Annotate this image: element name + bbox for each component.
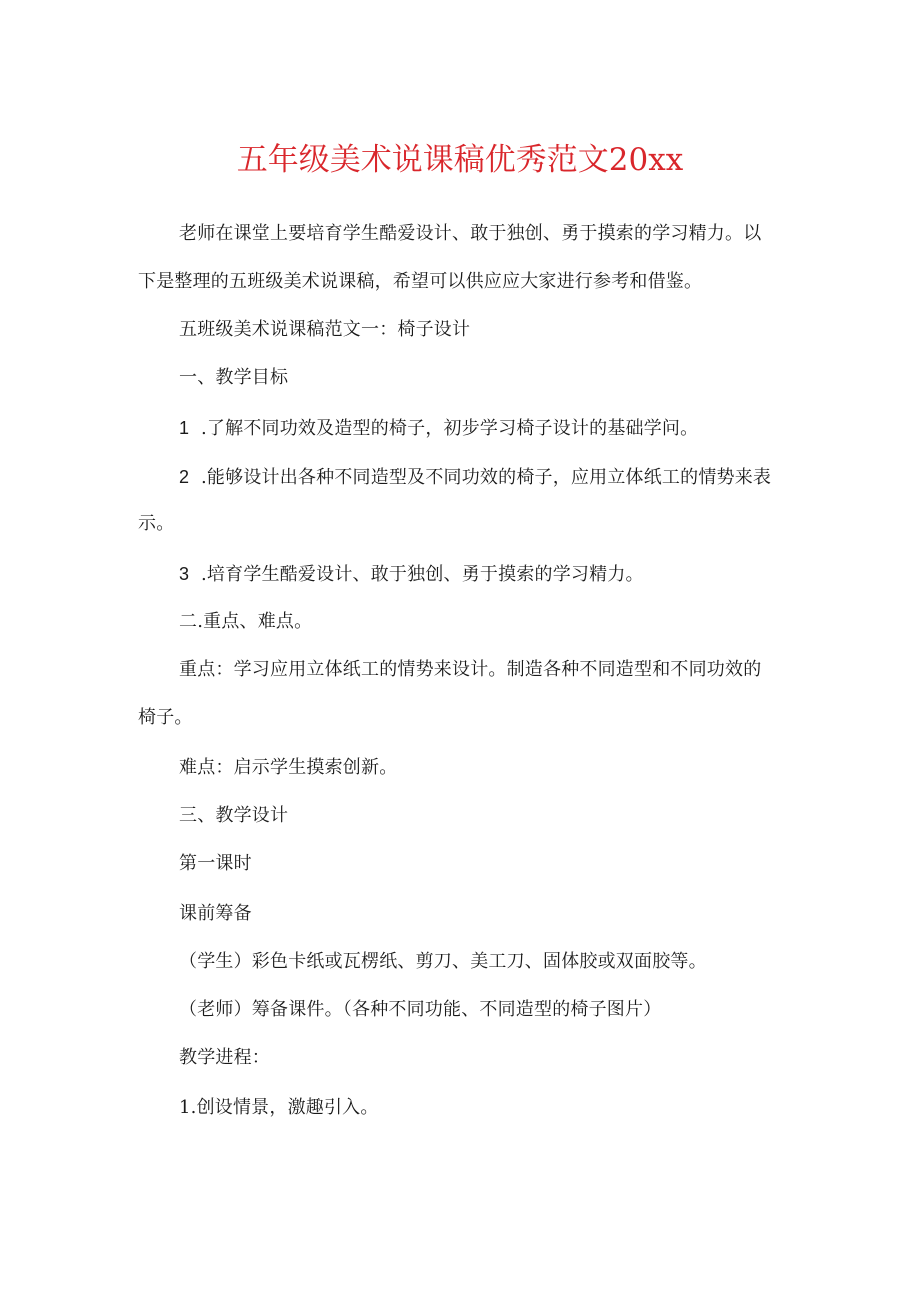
intro-paragraph-line-1: 老师在课堂上要培育学生酷爱设计、敢于独创、勇于摸索的学习精力。以 — [179, 223, 762, 244]
process-step-1: 1.创设情景，激趣引入。 — [179, 1097, 379, 1118]
goal-item-3 — [138, 550, 827, 599]
goal-text-1: .了解不同功效及造型的椅子，初步学习椅子设计的基础学问。 — [201, 418, 699, 439]
section-title: 五班级美术说课稿范文一：椅子设计 — [179, 319, 471, 340]
goal-item-2 — [138, 453, 827, 502]
goal-number-3: 3 — [179, 564, 190, 584]
goal-item-1 — [138, 404, 827, 453]
student-preparation: （学生）彩色卡纸或瓦楞纸、剪刀、美工刀、固体胶或双面胶等。 — [179, 951, 707, 972]
goal-text-3: .培育学生酷爱设计、敢于独创、勇于摸索的学习精力。 — [201, 564, 644, 585]
goal-item-2-continued: 示。 — [138, 513, 175, 534]
goal-number-2: 2 — [179, 467, 190, 487]
lesson-one: 第一课时 — [179, 853, 252, 874]
key-point-line-1: 重点：学习应用立体纸工的情势来设计。制造各种不同造型和不同功效的 — [179, 659, 762, 680]
preparation-heading: 课前筹备 — [179, 903, 252, 924]
document-title: 五年级美术说课稿优秀范文20xx — [236, 142, 684, 178]
key-point-line-2: 椅子。 — [138, 707, 193, 728]
goal-text-2: .能够设计出各种不同造型及不同功效的椅子，应用立体纸工的情势来表 — [201, 467, 772, 488]
heading-teaching-goals: 一、教学目标 — [179, 367, 289, 388]
intro-paragraph-line-2: 下是整理的五班级美术说课稿，希望可以供应应大家进行参考和借鉴。 — [138, 271, 703, 292]
teacher-preparation: （老师）筹备课件。（各种不同功能、不同造型的椅子图片） — [179, 999, 662, 1020]
difficulty-point: 难点：启示学生摸索创新。 — [179, 757, 398, 778]
heading-key-points: 二.重点、难点。 — [179, 611, 313, 632]
teaching-process-heading: 教学进程： — [179, 1047, 270, 1068]
heading-teaching-design: 三、教学设计 — [179, 805, 289, 826]
goal-number-1: 1 — [179, 418, 190, 438]
